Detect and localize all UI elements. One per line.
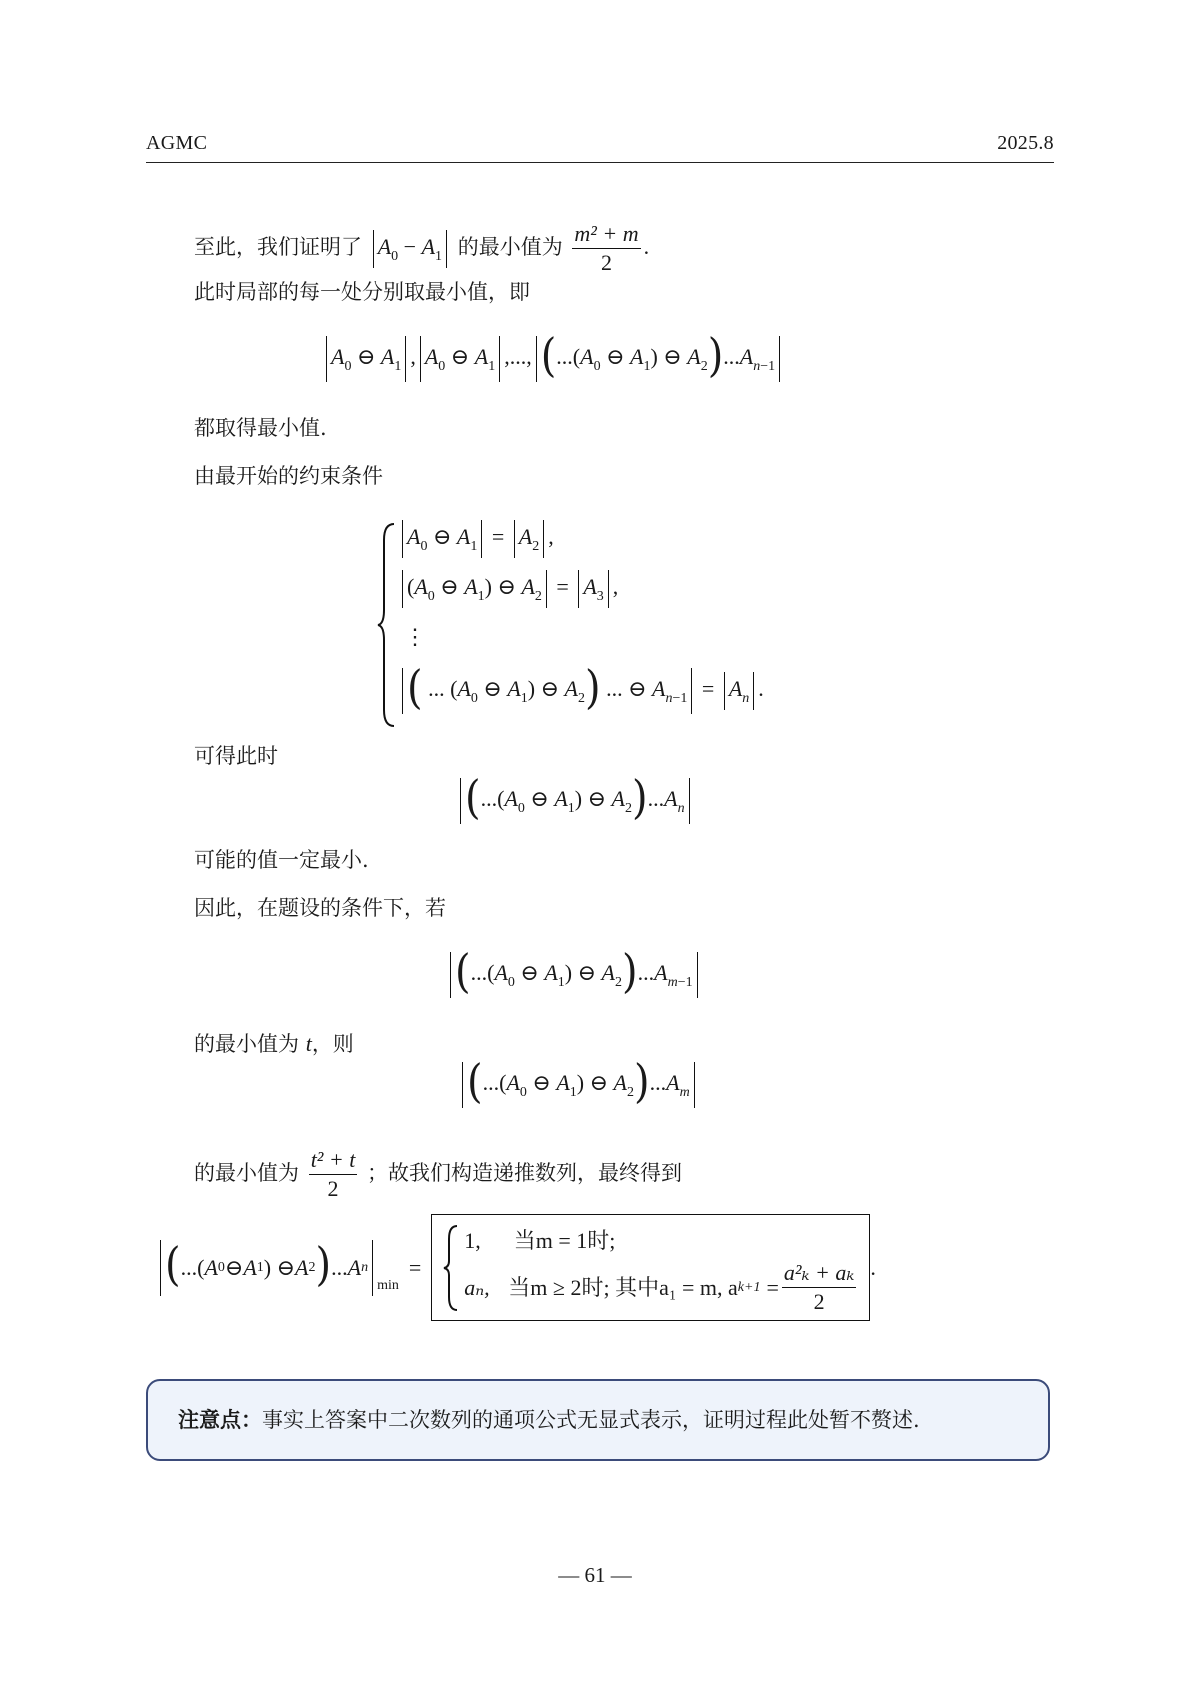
- variable-t: t: [305, 1031, 312, 1056]
- paragraph-9: [194, 1148, 682, 1201]
- p9-prefix: 的最小值为: [194, 1161, 299, 1185]
- constraint-row-n: ( ... ($A_0$ ⊖ $A_1$) ⊖ $A_2$) ... ⊖ $A_{n-1} = A_n$ .: [398, 668, 764, 714]
- display-equation-1: $A_0$ ⊖ $A_1$ , $A_0$ ⊖ $A_1$ ,..., ($...(A_0$ ⊖ $A_1$) ⊖ $A_2)...A_{n-1}$: [322, 336, 784, 382]
- paragraph-2: 此时局部的每一处分别取最小值，即: [194, 280, 530, 304]
- running-header-left: AGMC: [146, 132, 208, 154]
- p8-prefix: 的最小值为: [194, 1032, 299, 1056]
- header-rule: [146, 162, 1054, 163]
- case-row-2: aₙ, 当m ≥ 2时; 其中a₁ = m, a k+1 = $\frac{\text{a²ₖ + aₖ}}{2}$: [464, 1260, 855, 1314]
- paragraph-3: 都取得最小值.: [194, 416, 327, 440]
- constraint-vdots: ⋮: [404, 624, 426, 649]
- paragraph-5: 可得此时: [194, 744, 278, 768]
- display-equation-2: ($...(A_0$ ⊖ $A_1$) ⊖ $A_2)...A_n$: [456, 778, 694, 824]
- min-subscript: min: [377, 1277, 399, 1293]
- case-row-1: 1, 当m = 1时;: [464, 1228, 616, 1253]
- boxed-cases: [431, 1214, 870, 1321]
- left-brace: [376, 520, 398, 730]
- p9-suffix: ；故我们构造递推数列，最终得到: [367, 1161, 683, 1185]
- paragraph-1: 至此，我们证明了 $A_0 - A_1$ 的最小值为 $\frac{\text{m² + m}}{2}$ .: [194, 221, 650, 275]
- p1-mid: 的最小值为: [457, 235, 563, 259]
- paragraph-7: 因此，在题设的条件下，若: [194, 896, 446, 920]
- paragraph-6: 可能的值一定最小.: [194, 848, 369, 872]
- constraint-row-1: $A_0$ ⊖ $A_1 = A_2$ ,: [398, 520, 554, 558]
- paragraph-8: [194, 1030, 354, 1058]
- display-equation-4: ($...(A_0$ ⊖ $A_1$) ⊖ $A_2)...A_m$: [458, 1062, 699, 1108]
- final-result-equation: ( ...( A 0 ⊖ A 1 ) ⊖ A 2 ) ... A n min = 1, 当m = 1时; aₙ, 当m ≥ 2时; 其中a₁ = m, a k+1 = $\frac{\text{a²ₖ + aₖ}}{2}$ .: [156, 1214, 876, 1321]
- note-box: [146, 1379, 1050, 1461]
- page-number: — 61 —: [558, 1563, 632, 1587]
- running-header-right: 2025.8: [997, 132, 1054, 154]
- p1-prefix: 至此，我们证明了: [194, 235, 362, 259]
- abs-a0-minus-a1: $A_0 - A_1$: [369, 234, 451, 259]
- cases-brace: [442, 1223, 460, 1313]
- constraint-system: [376, 520, 846, 730]
- p8-suffix: ，则: [311, 1032, 354, 1056]
- constraint-row-2: ($A_0$ ⊖ $A_1$) ⊖ $A_2 = A_3$ ,: [398, 570, 618, 608]
- note-text: 事实上答案中二次数列的通项公式无显式表示，证明过程此处暂不赘述.: [262, 1408, 920, 1432]
- fraction-ak: $\frac{\text{a²ₖ + aₖ}}{2}$: [783, 1260, 855, 1314]
- display-equation-3: ($...(A_0$ ⊖ $A_1$) ⊖ $A_2)...A_{m-1}$: [446, 952, 702, 998]
- paragraph-4: 由最开始的约束条件: [194, 464, 383, 488]
- fraction-m2-plus-m: $\frac{\text{m² + m}}{2}$: [574, 221, 639, 275]
- fraction-t2-plus-t: $\frac{\text{t² + t}}{2}$: [310, 1147, 356, 1201]
- note-label: 注意点：: [178, 1407, 262, 1432]
